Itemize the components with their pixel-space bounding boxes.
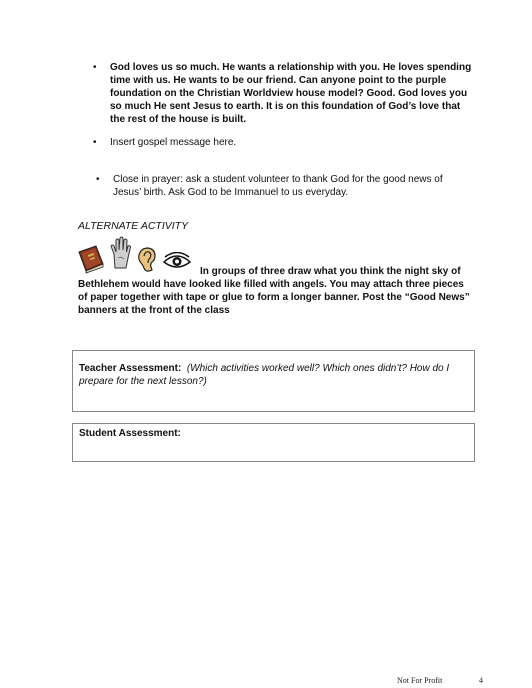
student-assessment-box[interactable] [72, 423, 475, 462]
page-number: 4 [479, 676, 483, 685]
alternate-activity-body: In groups of three draw what you think the night sky of Bethlehem would have looked like filled with angels. You may attach three pieces of paper together with tape or glue to form a longer banner. Post the “Good News” banners at the front of the class [78, 266, 470, 316]
bullet-text: Insert gospel message here. [110, 137, 237, 148]
bullet-text: Close in prayer: ask a student volunteer to thank God for the good news of Jesus’ birth. Ask God to be Immanuel to us everyday. [113, 174, 443, 198]
teacher-assessment-label: Teacher Assessment: [79, 363, 182, 374]
student-assessment-label: Student Assessment: [79, 428, 181, 439]
alternate-activity-heading: ALTERNATE ACTIVITY [78, 220, 189, 232]
teacher-assessment-content [79, 362, 469, 388]
bullet-symbol: • [93, 137, 97, 148]
bullet-text: God loves us so much. He wants a relationship with you. He loves spending time with us. He wants to be our friend. Can anyone point to the purple foundation on the Christian Worldview house model? Good. God loves you so much He sent Jesus to earth. It is on this foundation of God’s love that the rest of the house is built. [110, 62, 472, 125]
footer-text: Not For Profit [397, 676, 443, 685]
teacher-assessment-prompt: (Which activities worked well? Which ones didn’t? How do I prepare for the next lesson?) [79, 363, 450, 387]
alternate-activity-text [78, 265, 473, 317]
bullet-symbol: • [96, 174, 100, 185]
bullet-symbol: • [93, 62, 97, 73]
teacher-assessment-box[interactable] [72, 350, 475, 412]
